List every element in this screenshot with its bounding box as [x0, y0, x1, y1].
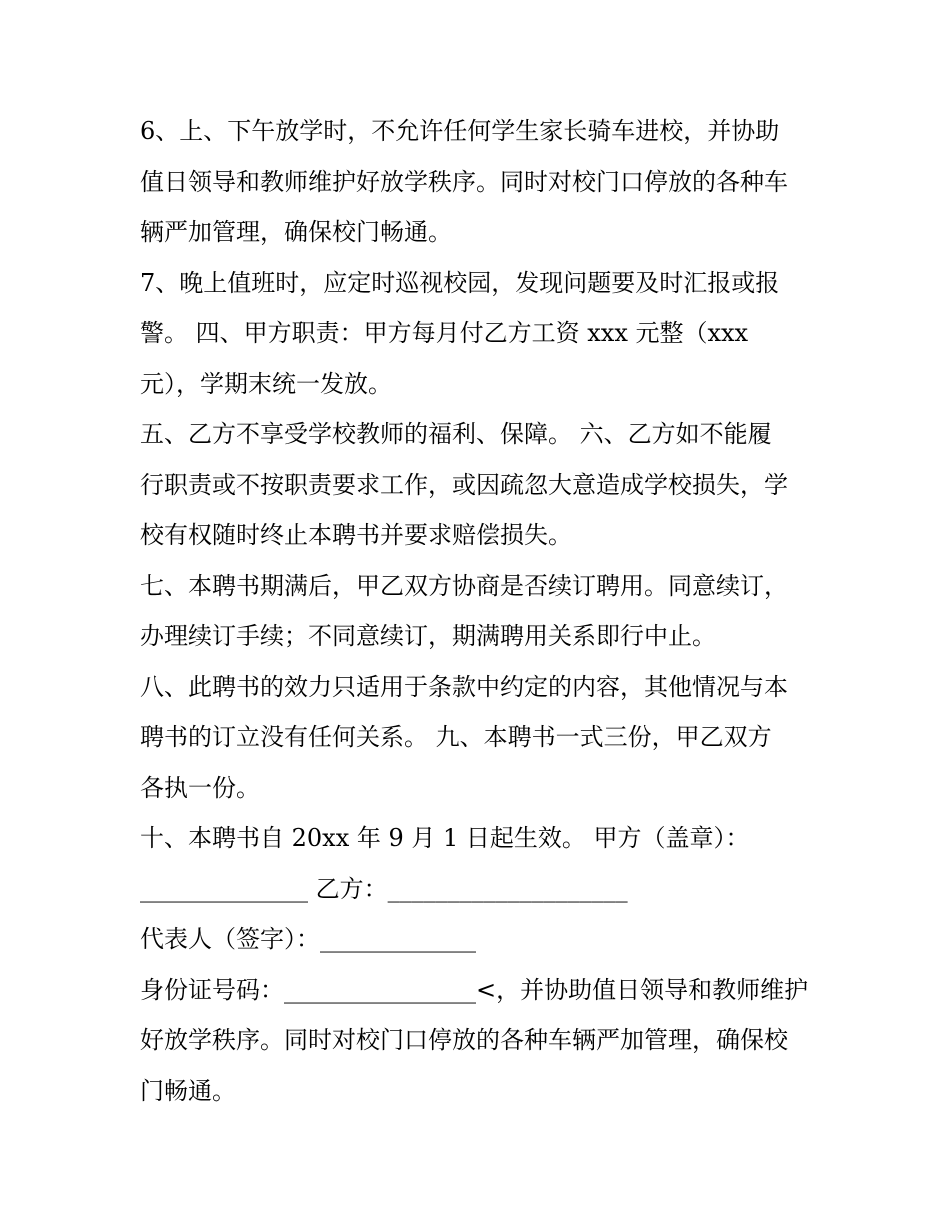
text-line: 7、晚上值班时，应定时巡视校园，发现问题要及时汇报或报: [140, 268, 780, 297]
signature-line: 代表人（签字）：_____________: [140, 925, 476, 953]
text-line: 门畅通。: [140, 1076, 236, 1105]
text-line: 6、上、下午放学时，不允许任何学生家长骑车进校，并协助: [140, 117, 780, 145]
text-line: 七、本聘书期满后，甲乙双方协商是否续订聘用。同意续订，: [140, 571, 788, 600]
text-line: 聘书的订立没有任何关系。 九、本聘书一式三份，甲乙双方: [140, 723, 772, 751]
text-line: 各执一份。: [140, 773, 260, 802]
text-line: 元），学期末统一发放。: [140, 369, 392, 398]
text-line: 校有权随时终止本聘书并要求赔偿损失。: [140, 521, 572, 549]
text-line: 警。 四、甲方职责：甲方每月付乙方工资 xxx 元整（xxx: [140, 319, 749, 347]
text-line: 办理续订手续；不同意续订，期满聘用关系即行中止。: [140, 622, 716, 650]
text-line: 身份证号码：________________<，并协助值日领导和教师维护: [140, 975, 809, 1004]
text-line: 五、乙方不享受学校教师的福利、保障。 六、乙方如不能履: [140, 420, 772, 448]
clause-5-and-6: [140, 409, 820, 561]
text-line: 十、本聘书自 20xx 年 9 月 1 日起生效。 甲方（盖章）：: [140, 824, 750, 852]
clause-10-signatures: [140, 813, 820, 914]
signature-line: ______________ 乙方：____________________: [140, 874, 628, 903]
text-line: 八、此聘书的效力只适用于条款中约定的内容，其他情况与本: [140, 672, 788, 701]
clause-8-and-9: [140, 662, 820, 814]
clause-6: [140, 106, 820, 258]
clause-7-and-duties: [140, 258, 820, 410]
text-line: 行职责或不按职责要求工作，或因疏忽大意造成学校损失，学: [140, 470, 788, 499]
document-body: [140, 106, 820, 1116]
representative-signature: [140, 914, 820, 965]
clause-7-renewal: [140, 561, 820, 662]
id-number-field: [140, 965, 820, 1117]
text-line: 辆严加管理，确保校门畅通。: [140, 218, 452, 246]
text-line: 值日领导和教师维护好放学秩序。同时对校门口停放的各种车: [140, 167, 788, 196]
text-line: 好放学秩序。同时对校门口停放的各种车辆严加管理，确保校: [140, 1026, 788, 1054]
